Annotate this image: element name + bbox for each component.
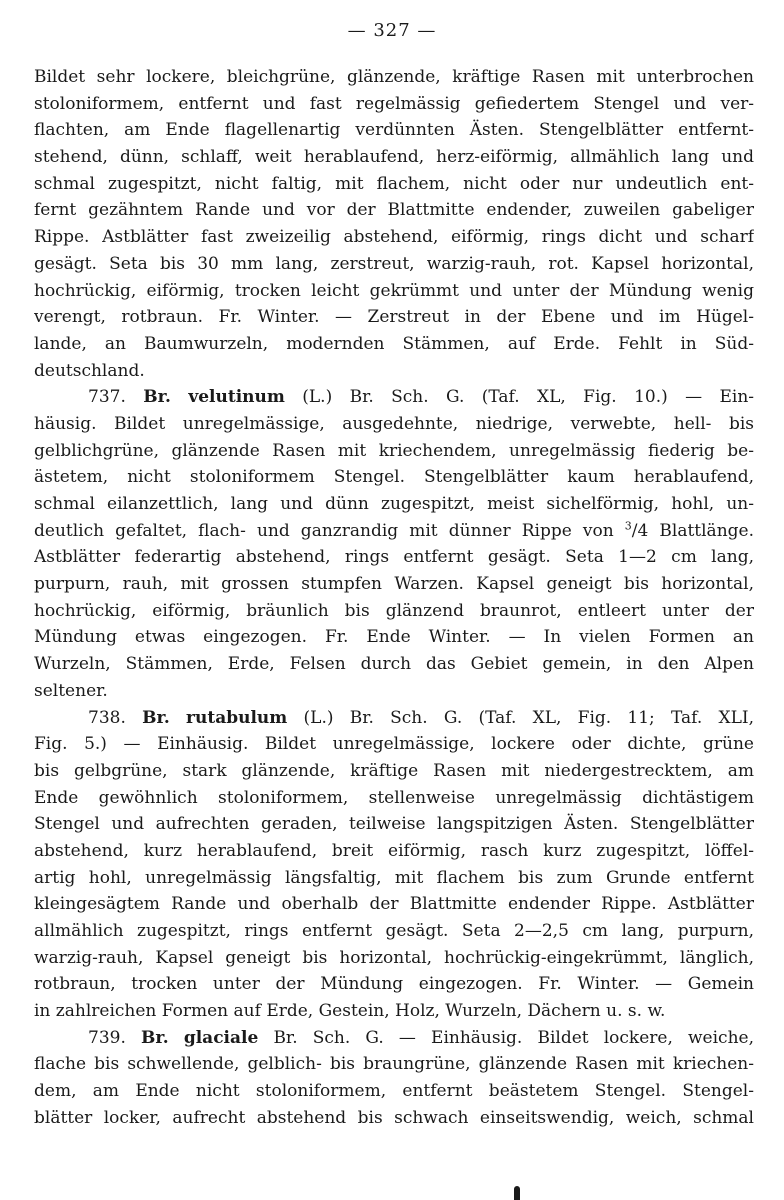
text-line: gesägt. Seta bis 30 mm lang, zerstreut, warzig-rauh, rot. Kapsel horizontal, [34,253,754,274]
species-name: velutinum [188,387,285,408]
text-line: flache bis schwellende, gelblich- bis braungrüne, glänzende Rasen mit kriechen- [34,1054,754,1075]
text-segment: Blattlänge. [659,520,754,541]
text-line: bis gelbgrüne, stark glänzende, kräftige Rasen mit niedergestrecktem, am [34,760,754,781]
text-line: deutschland. [34,360,145,381]
text-line-fraction: deutlich gefaltet, flach- und ganzrandig mit dünner Rippe von $^3$/4 Blattlänge. [34,519,754,541]
text-line: kleingesägtem Rande und oberhalb der Blattmitte endender Rippe. Astblätter [34,894,754,915]
species-genus: Br. [142,707,170,728]
species-name: rutabulum [186,707,288,728]
entry-citation: (L.) Br. Sch. G. (Taf. XL, Fig. 11; Taf. XLI, [303,707,754,728]
text-line: dem, am Ende nicht stoloniformem, entfernt beästetem Stengel. Stengel- [34,1081,754,1102]
text-line: hochrückig, eiförmig, bräunlich bis glänzend braunrot, entleert unter der [34,600,754,621]
text-line: Wurzeln, Stämmen, Erde, Felsen durch das Gebiet gemein, in den Alpen [34,654,754,675]
text-line: flachten, am Ende flagellenartig verdünnten Ästen. Stengelblätter entfernt- [34,120,754,141]
text-line: warzig-rauh, Kapsel geneigt bis horizontal, hochrückig-eingekrümmt, länglich, [34,947,754,968]
text-line: verengt, rotbraun. Fr. Winter. — Zerstreut in der Ebene und im Hügel- [34,307,754,328]
text-line: stehend, dünn, schlaff, weit herablaufend, herz-eiförmig, allmählich lang und [34,147,754,168]
page-number: — 327 — [347,20,437,41]
fraction-numerator: 3 [624,519,632,533]
text-line: blätter locker, aufrecht abstehend bis schwach einseitswendig, weich, schmal [34,1107,754,1128]
text-line: abstehend, kurz herablaufend, breit eiförmig, rasch kurz zugespitzt, löffel- [34,840,754,861]
text-line: hochrückig, eiförmig, trocken leicht gekrümmt und unter der Mündung wenig [34,280,754,301]
entry-number: 737. [88,387,126,408]
entry-737-heading [34,384,754,411]
text-line: häusig. Bildet unregelmässige, ausgedehnte, niedrige, verwebte, hell- bis [34,413,754,434]
text-line: stoloniformem, entfernt und fast regelmässig gefiedertem Stengel und ver- [34,93,754,114]
text-line: fernt gezähntem Rande und vor der Blattmitte endender, zuweilen gabeliger [34,200,754,221]
text-line: rotbraun, trocken unter der Mündung eingezogen. Fr. Winter. — Gemein [34,974,754,995]
text-line: artig hohl, unregelmässig längsfaltig, mit flachem bis zum Grunde entfernt [34,867,754,888]
text-line: Rippe. Astblätter fast zweizeilig abstehend, eiförmig, rings dicht und scharf [34,227,754,248]
fraction-denominator: 4 [637,520,649,541]
text-line: schmal eilanzettlich, lang und dünn zugespitzt, meist sichelförmig, hohl, un- [34,494,754,514]
species-name: glaciale [183,1027,259,1048]
text-line: Astblätter federartig abstehend, rings entfernt gesägt. Seta 1—2 cm lang, [34,547,754,568]
text-segment: deutlich gefaltet, flach- und ganzrandig mit dünner Rippe von [34,520,614,541]
text-line: allmählich zugespitzt, rings entfernt gesägt. Seta 2—2,5 cm lang, purpurn, [34,921,754,941]
species-genus: Br. [141,1027,169,1048]
text-line: lande, an Baumwurzeln, modernden Stämmen, auf Erde. Fehlt in Süd- [34,333,754,354]
text-line: Mündung etwas eingezogen. Fr. Ende Winter. — In vielen Formen an [34,627,754,648]
entry-citation: Br. Sch. G. — Einhäusig. Bildet lockere, weiche, [273,1027,754,1048]
entry-number: 739. [88,1027,126,1048]
text-line: purpurn, rauh, mit grossen stumpfen Warzen. Kapsel geneigt bis horizontal, [34,574,754,595]
text-line: Ende gewöhnlich stoloniformem, stellenweise unregelmässig dichtästigem [34,787,754,808]
text-line: seltener. [34,680,108,701]
text-line: in zahlreichen Formen auf Erde, Gestein, Holz, Wurzeln, Dächern u. s. w. [34,1001,666,1022]
species-genus: Br. [143,387,171,408]
text-line: schmal zugespitzt, nicht faltig, mit flachem, nicht oder nur undeutlich ent- [34,173,754,194]
body-text [34,64,754,1132]
text-line: gelblichgrüne, glänzende Rasen mit kriechendem, unregelmässig fiederig be- [34,440,754,461]
entry-739-heading [34,1025,754,1052]
text-line: ästetem, nicht stoloniformem Stengel. Stengelblätter kaum herablaufend, [34,467,754,488]
ink-mark [514,1186,520,1200]
entry-citation: (L.) Br. Sch. G. (Taf. XL, Fig. 10.) — Ein- [302,387,754,408]
text-line: Stengel und aufrechten geraden, teilweise langspitzigen Ästen. Stengelblätter [34,814,754,835]
text-line: Fig. 5.) — Einhäusig. Bildet unregelmässige, lockere oder dichte, grüne [34,734,754,755]
entry-738-heading [34,705,754,732]
entry-number: 738. [88,707,126,728]
text-line: Bildet sehr lockere, bleichgrüne, glänzende, kräftige Rasen mit unterbrochen [34,67,754,87]
